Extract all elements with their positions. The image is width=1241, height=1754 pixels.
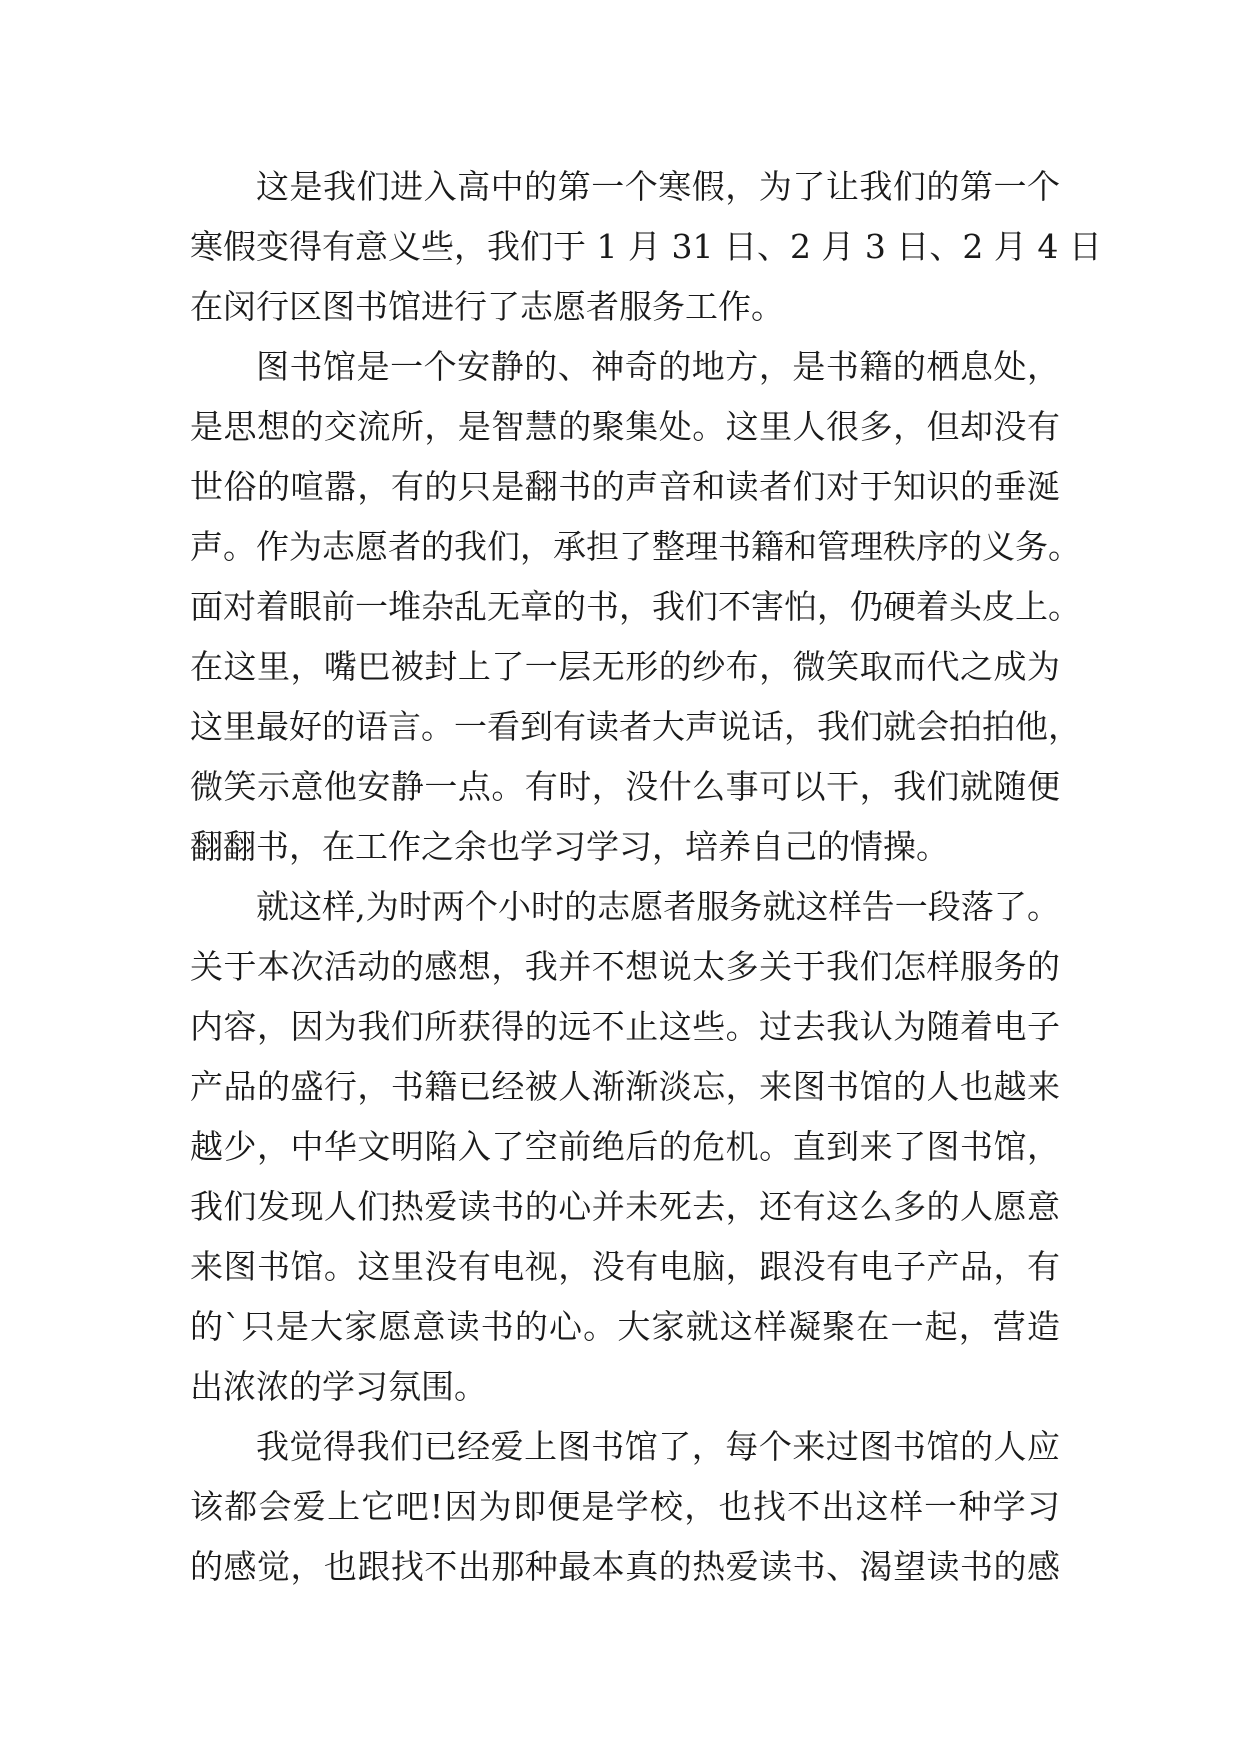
text-line: 面对着眼前一堆杂乱无章的书，我们不害怕，仍硬着头皮上。	[190, 587, 1081, 626]
text-line: 就这样,为时两个小时的志愿者服务就这样告一段落了。	[256, 887, 1060, 926]
text-line: 内容，因为我们所获得的远不止这些。过去我认为随着电子	[190, 1007, 1060, 1046]
text-line: 我觉得我们已经爱上图书馆了，每个来过图书馆的人应	[256, 1427, 1060, 1466]
text-line: 在这里，嘴巴被封上了一层无形的纱布，微笑取而代之成为	[190, 647, 1060, 686]
text-line: 来图书馆。这里没有电视，没有电脑，跟没有电子产品，有	[190, 1247, 1060, 1286]
text-line: 世俗的喧嚣，有的只是翻书的声音和读者们对于知识的垂涎	[190, 467, 1060, 506]
text-line: 翻翻书，在工作之余也学习学习，培养自己的情操。	[190, 827, 949, 866]
text-line: 越少，中华文明陷入了空前绝后的危机。直到来了图书馆，	[190, 1127, 1060, 1166]
text-line: 这是我们进入高中的第一个寒假，为了让我们的第一个	[256, 167, 1060, 206]
text-line: 微笑示意他安静一点。有时，没什么事可以干，我们就随便	[190, 767, 1060, 806]
text-line: 该都会爱上它吧!因为即便是学校，也找不出这样一种学习	[190, 1487, 1060, 1526]
text-line: 的`只是大家愿意读书的心。大家就这样凝聚在一起，营造	[190, 1307, 1060, 1346]
text-line: 产品的盛行，书籍已经被人渐渐淡忘，来图书馆的人也越来	[190, 1067, 1060, 1106]
text-line: 这里最好的语言。一看到有读者大声说话，我们就会拍拍他，	[190, 707, 1081, 746]
text-line: 在闵行区图书馆进行了志愿者服务工作。	[190, 287, 784, 326]
text-line: 是思想的交流所，是智慧的聚集处。这里人很多，但却没有	[190, 407, 1060, 446]
text-line: 关于本次活动的感想，我并不想说太多关于我们怎样服务的	[190, 947, 1060, 986]
text-line: 图书馆是一个安静的、神奇的地方，是书籍的栖息处，	[256, 347, 1060, 386]
text-line: 我们发现人们热爱读书的心并未死去，还有这么多的人愿意	[190, 1187, 1060, 1226]
text-line: 出浓浓的学习氛围。	[190, 1367, 487, 1406]
text-line: 寒假变得有意义些，我们于 1 月 31 日、2 月 3 日、2 月 4 日	[190, 227, 1102, 266]
essay-body	[190, 157, 1102, 1597]
text-line: 声。作为志愿者的我们，承担了整理书籍和管理秩序的义务。	[190, 527, 1081, 566]
text-line: 的感觉，也跟找不出那种最本真的热爱读书、渴望读书的感	[190, 1547, 1060, 1586]
